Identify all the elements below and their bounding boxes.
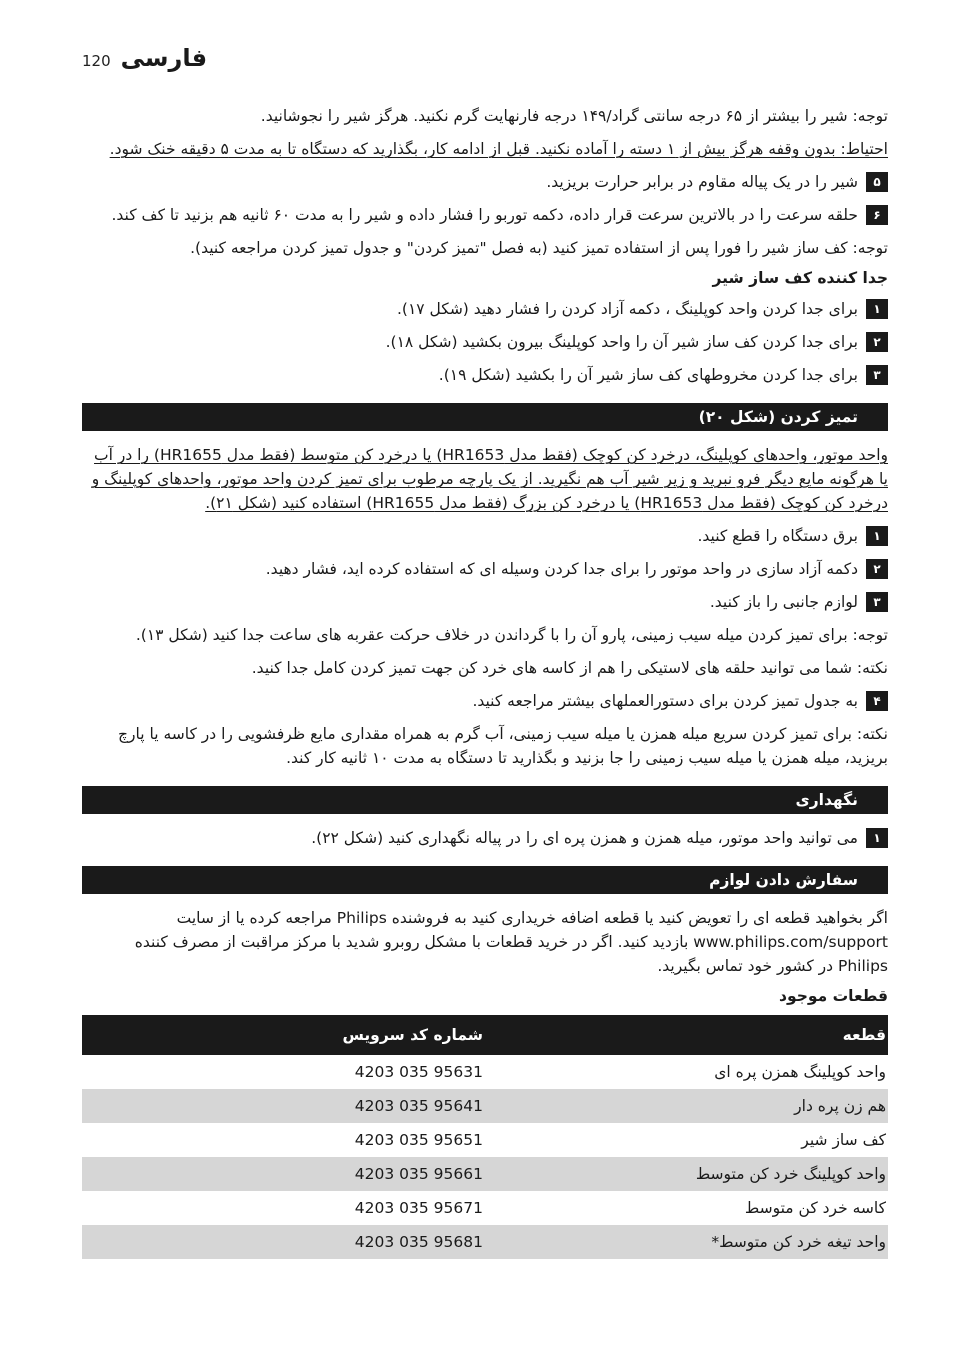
step-text: حلقه سرعت را در بالاترین سرعت قرار داده، دکمه توربو را فشار داده و شیر را به مدت ۶۰ ثانیه هم بزنید تا کف کند. xyxy=(111,206,858,224)
step-text: لوازم جانبی را باز کنید. xyxy=(709,593,858,611)
step-number: ۱ xyxy=(866,828,888,848)
step-text: می توانید واحد موتور، میله همزن و همزن پره ای را در پیاله نگهداری کنید (شکل ۲۲). xyxy=(311,829,858,847)
storage-section-title: نگهداری xyxy=(82,786,888,814)
column-header-part: قطعه xyxy=(485,1015,888,1055)
detach-heading: جدا کننده کف ساز شیر xyxy=(712,269,888,287)
service-code: 4203 035 95651 xyxy=(354,1131,483,1149)
detach-step-1 xyxy=(82,297,888,321)
part-name: کف ساز شیر xyxy=(801,1131,886,1149)
detach-step-3 xyxy=(82,363,888,387)
ordering-section-title: سفارش دادن لوازم xyxy=(82,866,888,894)
step-5 xyxy=(82,170,888,194)
part-name: واحد کوپلینگ همزن پره ای xyxy=(714,1063,886,1081)
step-text: شیر را در یک پیاله مقاوم در برابر حرارت بریزید. xyxy=(546,173,858,191)
service-code: 4203 035 95661 xyxy=(82,1157,485,1191)
service-code: 4203 035 95671 xyxy=(354,1199,483,1217)
table-row xyxy=(82,1123,888,1157)
cleaning-section-title: تمیز کردن (شکل ۲۰) xyxy=(82,403,888,431)
step-number: ۱ xyxy=(866,299,888,319)
cleaning-step-1 xyxy=(82,524,888,548)
language-title: فارسی xyxy=(120,44,208,72)
step-text: برای جدا کردن واحد کوپلینگ ، دکمه آزاد کردن را فشار دهید (شکل ۱۷). xyxy=(396,300,858,318)
step-number: ۵ xyxy=(866,172,888,192)
ordering-text: اگر بخواهید قطعه ای را تعویض کنید یا قطعه اضافه خریداری کنید به فروشنده Philips مراجعه کرده یا از سایت www.philips.com/support بازدید کنید. اگر در خرید قطعات با مشکل روبرو شدید با مرکز مراقبت از مصرف کننده Philips در کشور خود تماس بگیرید. xyxy=(134,909,888,975)
table-row xyxy=(82,1225,888,1259)
part-name: واحد کوپلینگ خرد کن متوسط xyxy=(485,1157,888,1191)
part-name: هم زن پره دار xyxy=(485,1089,888,1123)
step-number: ۲ xyxy=(866,559,888,579)
step-number: ۴ xyxy=(866,691,888,711)
note-clean-frother: توجه: کف ساز شیر را فورا پس از استفاده تمیز کنید (به فصل "تمیز کردن" و جدول تمیز کردن مراجعه کنید). xyxy=(190,239,888,257)
table-header-row xyxy=(82,1015,888,1055)
table-row xyxy=(82,1157,888,1191)
cleaning-step-3 xyxy=(82,590,888,614)
step-6 xyxy=(82,203,888,227)
step-text: برای جدا کردن مخروطهای کف ساز شیر آن را بکشید (شکل ۱۹). xyxy=(438,366,858,384)
step-number: ۱ xyxy=(866,526,888,546)
part-name: کاسه خرد کن متوسط xyxy=(744,1199,886,1217)
table-row xyxy=(82,1191,888,1225)
part-name: واحد تیغه خرد کن متوسط* xyxy=(485,1225,888,1259)
page-header xyxy=(82,44,207,72)
page-content xyxy=(82,104,888,1259)
tip-quick-clean: نکته: برای تمیز کردن سریع میله همزن یا میله سیب زمینی، آب گرم به همراه مقداری مایع ظرفشویی را در کاسه یا پارچ بریزید، میله همزن یا میله سیب زمینی را جا بزنید و بگذارید تا دستگاه به مدت ۱۰ ثانیه کار کند. xyxy=(118,725,888,767)
step-text: دکمه آزاد سازی در واحد موتور را برای جدا کردن وسیله ای که استفاده کرده اید، فشار دهید. xyxy=(265,560,858,578)
step-number: ۲ xyxy=(866,332,888,352)
detach-step-2 xyxy=(82,330,888,354)
service-code: 4203 035 95681 xyxy=(82,1225,485,1259)
caution-text: احتیاط: بدون وقفه هرگز بیش از ۱ دسته را آماده نکنید. قبل از ادامه کار، بگذارید که دستگاه تا به مدت ۵ دقیقه خنک شود. xyxy=(109,140,888,158)
step-text: برای جدا کردن کف ساز شیر آن را واحد کوپلینگ بیرون بکشید (شکل ۱۸). xyxy=(385,333,858,351)
step-number: ۶ xyxy=(866,205,888,225)
table-row xyxy=(82,1055,888,1089)
cleaning-intro: واحد موتور، واحدهای کوپلینگ، درخرد کن کوچک (فقط مدل HR1653) یا درخرد کن متوسط (فقط مدل HR1655) را در آب یا هرگونه مایع دیگر فرو نبرید و زیر شیر آب هم نگیرید. از یک پارچه مرطوب برای تمیز کردن واحد موتور، واحدهای کوپلینگ و درخرد کن کوچک (فقط مدل HR1653) یا درخرد کن بزرگ (فقط مدل HR1655) استفاده کنید (شکل ۲۱). xyxy=(91,446,888,512)
cleaning-step-2 xyxy=(82,557,888,581)
service-code: 4203 035 95631 xyxy=(354,1063,483,1081)
parts-table xyxy=(82,1015,888,1259)
note-milk-temperature: توجه: شیر را بیشتر از ۶۵ درجه سانتی گراد/۱۴۹ درجه فارنهایت گرم نکنید. هرگز شیر را نجوشانید. xyxy=(260,107,888,125)
step-text: به جدول تمیز کردن برای دستورالعملهای بیشتر مراجعه کنید. xyxy=(472,692,858,710)
column-header-service-code: شماره کد سرویس xyxy=(82,1015,485,1055)
cleaning-step-4 xyxy=(82,689,888,713)
page-number: 120 xyxy=(82,52,111,70)
service-code: 4203 035 95641 xyxy=(82,1089,485,1123)
step-number: ۳ xyxy=(866,592,888,612)
table-row xyxy=(82,1089,888,1123)
storage-step-1 xyxy=(82,826,888,850)
note-masher: توجه: برای تمیز کردن میله سیب زمینی، پارو آن را با گرداندن در خلاف حرکت عقربه های ساعت جدا کنید (شکل ۱۳). xyxy=(135,626,888,644)
step-number: ۳ xyxy=(866,365,888,385)
available-parts-heading: قطعات موجود xyxy=(779,987,888,1005)
step-text: برق دستگاه را قطع کنید. xyxy=(697,527,858,545)
tip-rubber-rings: نکته: شما می توانید حلقه های لاستیکی را هم از کاسه های خرد کن جهت تمیز کردن کامل جدا کنید. xyxy=(251,659,888,677)
